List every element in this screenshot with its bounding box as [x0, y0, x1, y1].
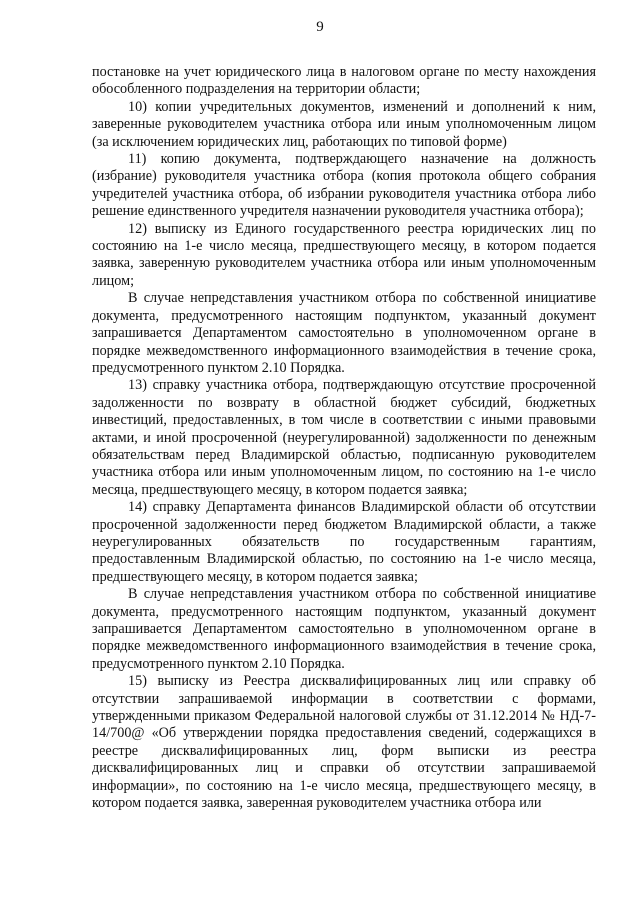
paragraph-note-12: В случае непредставления участником отбора по собственной инициативе документа, предусмотренного настоящим подпунктом, указанный документ запрашивается Департаментом самостоятельно в уполномоченном органе в порядке межведомственного информационного взаимодействия в течение срока, предусмотренного пунктом 2.10 Порядка.: [92, 290, 596, 376]
page-number: 9: [316, 19, 324, 35]
document-body: [92, 64, 596, 812]
paragraph-item-13: 13) справку участника отбора, подтверждающую отсутствие просроченной задолженности по возврату в областной бюджет субсидий, бюджетных инвестиций, предоставленных, в том числе в соответствии с иными правовыми актами, и иной просроченной (неурегулированной) задолженности по денежным обязательствам перед Владимирской областью, подписанную руководителем участника отбора или иным уполномоченным лицом, по состоянию на 1-е число месяца, предшествующего месяцу, в котором подается заявка;: [92, 377, 596, 498]
paragraph-item-14: 14) справку Департамента финансов Владимирской области об отсутствии просроченной задолженности перед бюджетом Владимирской области, а также неурегулированных обязательств по государственным гарантиям, предоставленным Владимирской областью, по состоянию на 1-е число месяца, предшествующего месяцу, в котором подается заявка;: [92, 499, 596, 585]
paragraph-continuation: постановке на учет юридического лица в налоговом органе по месту нахождения обособленного подразделения на территории области;: [92, 64, 596, 98]
paragraph-note-14: В случае непредставления участником отбора по собственной инициативе документа, предусмотренного настоящим подпунктом, указанный документ запрашивается Департаментом самостоятельно в уполномоченном органе в порядке межведомственного информационного взаимодействия в течение срока, предусмотренного пунктом 2.10 Порядка.: [92, 586, 596, 672]
paragraph-item-12: 12) выписку из Единого государственного реестра юридических лиц по состоянию на 1-е число месяца, предшествующего месяцу, в котором подается заявка, заверенную руководителем участника отбора или иным уполномоченным лицом;: [92, 220, 596, 289]
paragraph-item-15: 15) выписку из Реестра дисквалифицированных лиц или справку об отсутствии запрашиваемой информации в соответствии с формами, утвержденными приказом Федеральной налоговой службы от 31.12.2014 № НД-7-14/700@ «Об утверждении порядка предоставления сведений, содержащихся в реестре дисквалифицированных лиц, форм выписки из реестра дисквалифицированных лиц и справки об отсутствии запрашиваемой информации», по состоянию на 1-е число месяца, предшествующего месяцу, в котором подается заявка, заверенная руководителем участника отбора или: [92, 673, 596, 812]
paragraph-item-11: 11) копию документа, подтверждающего назначение на должность (избрание) руководителя участника отбора (копия протокола общего собрания учредителей участника отбора, об избрании руководителя участника отбора либо решение единственного учредителя назначении руководителя участника отбора);: [92, 151, 596, 220]
paragraph-item-10: 10) копии учредительных документов, изменений и дополнений к ним, заверенные руководителем участника отбора или иным уполномоченным лицом (за исключением юридических лиц, работающих по типовой форме): [92, 98, 596, 150]
